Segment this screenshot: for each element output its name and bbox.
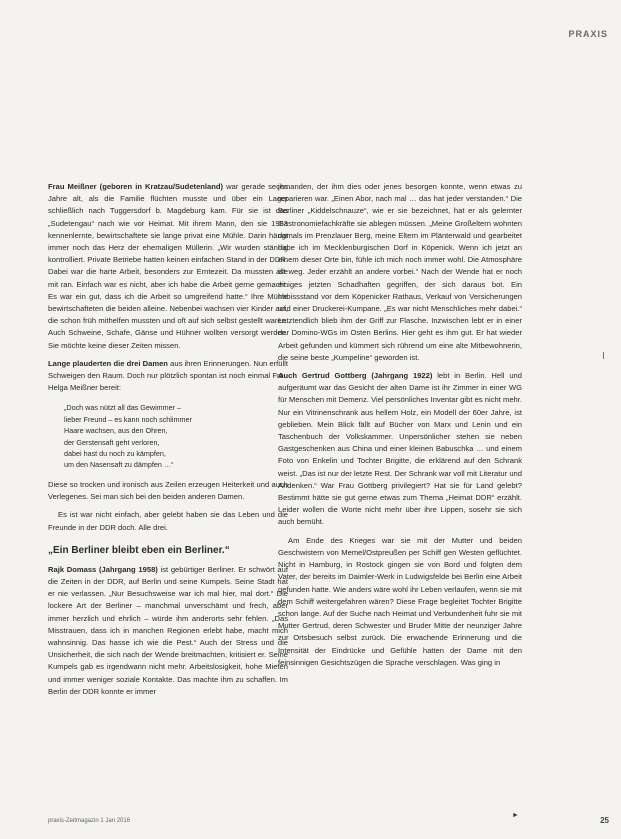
paragraph (278, 370, 522, 529)
paragraph: Es ist war nicht einfach, aber gelebt haben sie das Leben und die Freunde in der DDR doch. Alle drei. (48, 510, 288, 532)
paragraph-lead: Auch Gertrud Gottberg (Jahrgang 1922) (278, 371, 433, 381)
right-column (278, 181, 522, 675)
paragraph-text: aus ihren Erinnerungen. Nun erfüllt Schweigen den Raum. Doch nur plötzlich spontan ist noch einmal Frau Helga Meißner bereit: (48, 358, 288, 393)
paragraph-lead: Frau Meißner (geboren in Kratzau/Sudetenland) (48, 182, 224, 191)
subheading: „Ein Berliner bleibt eben ein Berliner.“ (48, 544, 230, 556)
paragraph-text: ist gebürtiger Berliner. Er schwört auf die Zeiten in der DDR, auf Berlin und seine Kumpels. Seine Stadt hat er nie verlassen. „Nur Besuchsweise war ich mal hier, mal dort.“ Die lockere Art der Berliner – manchmal unverschämt und frech, aber immer herzlich und ehrlich – würde ihm anderorts sehr fehlen. „Das Misstrauen, dass ich in manchen Regionen erlebt habe, macht mich wahnsinnig. Das hasse ich wie die Pest.“ Auch der Stress und die Unsicherheit, die sich nach der Wende breitmachten, kritisiert er. Seine Kumpels gab es irgendwann nicht mehr. Arbeitslosigkeit, hohe Mieten und immer weniger soziale Kontakte. Das machte ihm zu schaffen. Im Berlin der DDR konnte er immer (48, 564, 288, 696)
poem-line: lieber Freund – es kann noch schlimmer (64, 414, 192, 424)
paragraph-lead: Rajk Domass (Jahrgang 1958) (48, 564, 158, 574)
left-column (48, 181, 288, 704)
poem-line: dabei hast du noch zu kämpfen, (64, 449, 166, 459)
section-label: PRAXIS (568, 29, 608, 39)
page-number: 25 (600, 816, 609, 825)
paragraph: Am Ende des Krieges war sie mit der Mutter und beiden Geschwistern von Memel/Ostpreußen per Schiff gen Westen geflüchtet. Nicht in Hamburg, in Rostock gingen sie von Bord und folgten dem Vater, der bereits im Daimler-Werk in Ludwigsfelde bei Berlin eine Arbeit gefunden hatte. Wie anders wäre wohl ihr Leben verlaufen, wenn sie mit dem Schiff weitergefahren wären? Diese Frage begleitet Tochter Brigitte schon lange. Auf der Suche nach Heimat und Verbundenheit fuhr sie mit Mutter Gertrud, deren Schwester und Bruder Mitte der neunziger Jahre zur Ortsbesuch selbst zurück. Die erwachende Erinnerung und die Intensität der Eindrücke und Gefühle hatten der Dame mit den feinsinnigen Gesichtszügen die Sprache verschlagen. Was ging in (278, 535, 522, 667)
margin-mark (603, 352, 604, 359)
paragraph (48, 564, 288, 698)
paragraph-text: lebt in Berlin. Hell und aufgeräumt war das Gesicht der alten Dame ist ihr Zimmer in einer WG für Menschen mit Demenz. Viel persönliches Inventar gibt es nicht mehr. Nur ein Vitrinenschrank aus hellem Holz, ein Modell der 60er Jahre, ist geblieben. Mein Blick fällt auf Bücher von Marx und Lenin und ein Taschenbuch der Volkskammer. Unpersönlicher stehen sie neben Gastgeschenken aus China und einer kleinen Babuschka … und einem Foto von Enkelin und Tochter Brigitte, die erklärend auf den Schrank weist. „Das ist nur der letzte Rest. Der Schrank war voll mit Literatur und Andenken.“ War Frau Gottberg privilegiert? Hat sie für Land gelebt? Bestimmt hätte sie gut gerne etwas zum Thema „Heimat DDR“ erzählt. Leider wollen die Worte nicht mehr über ihre Lippen, sosehr sie sich auch bemüht. (278, 371, 522, 527)
continue-arrow-icon: ► (512, 812, 519, 819)
footer-source: praxis-Zeitmagazin 1 Jan 2016 (48, 818, 131, 824)
poem-line: „Doch was nützt all das Gewimmer – (64, 403, 182, 413)
poem (64, 402, 288, 470)
poem-line: der Gerstensaft geht verloren, (64, 437, 160, 447)
paragraph-text: war gerade sechs Jahre alt, als die Familie flüchten musste und über ein Lager schließlich nach Tuggersdorf b. Magdeburg kam. Für sie ist das „Sudetengau“ nach wie vor Heimat. Mit ihrem Mann, den sie 1963 kennenlernte, bewirtschaftete sie lange privat eine Mühle. Darin hängt immer noch das Herz der ehemaligen Müllerin. „Wir wurden ständig kontrolliert. Private Betriebe hatten keinen einfachen Stand in der DDR. Dabei war die harte Arbeit, besonders zur Erntezeit. Da mussten alle mit ran. Einfach war es nicht, aber ich habe die Arbeit gerne gemacht. Es war ein gut, dass ich die Arbeit so umgreifend hatte.“ Ihre Mühle bewirtschafteten die beiden alleine. Nebenbei wachsen vier Kinder auf, die schon früh mithelfen mussten und oft auf sich selbst gestellt waren. Auch Schweine, Schafe, Gänse und Hühner wollten versorgt werden. Sie möchte keine dieser Zeiten missen. (48, 182, 288, 350)
poem-line: Haare wachsen, aus den Ohren, (64, 426, 168, 436)
poem-line: um den Nasensaft zu dämpfen …“ (64, 460, 174, 470)
paragraph: Diese so trocken und ironisch aus Zeilen erzeugen Heiterkeit und auch Verlegenes. Sei man sich bei den beiden anderen Damen. (48, 479, 288, 502)
paragraph-lead: Lange plauderten die drei Damen (48, 358, 168, 368)
paragraph: jemanden, der ihm dies oder jenes besorgen konnte, wenn etwas zu reparieren war. „Einen Abor, nach mal … das hat jeder verstanden.“ Die Berliner „Kiddelschnauze“, wie er sie bezeichnet, hat er als gelernter Gastronomiefachkräfte sie ablegen müssen. „Meine Großeltern wohnten damals im Prenzlauer Berg, meine Eltern im Plänterwald und gearbeitet habe ich im Mecklenburgischen Dorf in Köpenick. Wenn ich jetzt an einem dieser Orte bin, fühle ich mich noch immer wohl. Die Atmosphäre ist weg. Jeder erzählt an andere vorbei.“ Nach der Wende hat er noch einiges jetzten Schadhaften gegriffen, der sich daraus bot. Ein Imbissstand vor dem Köpenicker Rathaus, Verkauf von Versicherungen und einer Druckerei-Kumpane. „Es war nicht Menschliches mehr dabei.“ Letztendlich blieb ihm der Griff zur Flasche. Inzwischen lebt er in einer der Domino-WGs im Osten Berlins. Hier geht es ihm gut. Er hat wieder Arbeit gefunden und kümmert sich rührend um eine alte Mitbewohnerin, die seine beste „Kumpeline“ geworden ist. (278, 182, 522, 362)
paragraph (48, 358, 288, 395)
paragraph (48, 181, 288, 352)
